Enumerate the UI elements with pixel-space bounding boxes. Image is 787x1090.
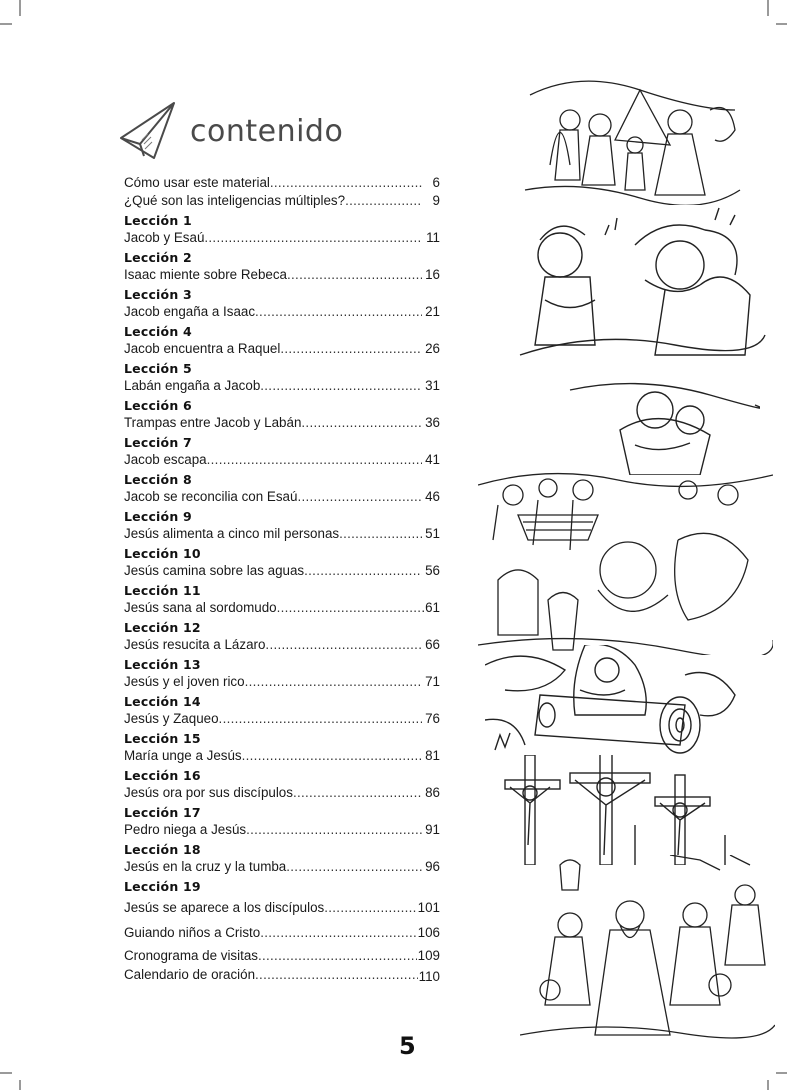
toc-entry-page: 16 <box>425 267 440 282</box>
leader-dots <box>277 599 422 617</box>
toc-entry[interactable] <box>124 303 440 321</box>
toc-entry-page: 41 <box>425 452 440 467</box>
leader-dots <box>219 710 422 728</box>
crop-mark <box>0 1072 12 1074</box>
leader-dots <box>265 636 422 654</box>
toc-entry-page: 46 <box>425 489 440 504</box>
lesson-heading: Lección 9 <box>124 509 192 524</box>
lesson-heading: Lección 8 <box>124 472 192 487</box>
toc-entry[interactable] <box>124 525 440 543</box>
toc-entry-title: ¿Qué son las inteligencias múltiples? <box>124 193 346 208</box>
leader-dots <box>245 673 422 691</box>
toc-entry-title: Jesús sana al sordomudo <box>124 600 277 615</box>
table-of-contents <box>124 174 440 984</box>
toc-entry-title: Calendario de oración <box>124 967 256 982</box>
toc-entry-title: Jacob escapa <box>124 452 207 467</box>
toc-entry-title: Isaac miente sobre Rebeca <box>124 267 288 282</box>
toc-entry-page: 109 <box>417 948 440 963</box>
toc-entry[interactable] <box>124 966 440 984</box>
toc-entry[interactable] <box>124 562 440 580</box>
leader-dots <box>204 229 422 247</box>
crop-mark <box>19 0 21 16</box>
camp-scene-illustration <box>520 70 745 205</box>
toc-entry-page: 31 <box>425 378 440 393</box>
lesson-heading: Lección 16 <box>124 768 201 783</box>
leader-dots <box>287 266 422 284</box>
disciples-scene-illustration <box>520 855 775 1040</box>
toc-entry[interactable] <box>124 945 440 966</box>
toc-entry-page: 71 <box>425 674 440 689</box>
toc-entry[interactable] <box>124 266 440 284</box>
toc-entry-page: 36 <box>425 415 440 430</box>
toc-entry-title: Jesús alimenta a cinco mil personas <box>124 526 340 541</box>
toc-entry[interactable] <box>124 858 440 876</box>
lesson-heading: Lección 18 <box>124 842 201 857</box>
crop-mark <box>767 1080 769 1090</box>
toc-entry[interactable] <box>124 174 440 192</box>
toc-entry-title: Cronograma de visitas <box>124 948 258 963</box>
toc-entry-page: 26 <box>425 341 440 356</box>
toc-entry-title: Jacob y Esaú <box>124 230 205 245</box>
crowd-scene-illustration <box>478 460 773 655</box>
lesson-heading: Lección 6 <box>124 398 192 413</box>
toc-entry[interactable] <box>124 229 440 247</box>
lesson-heading: Lección 7 <box>124 435 192 450</box>
lesson-heading: Lección 2 <box>124 250 192 265</box>
toc-entry-title: Jesús camina sobre las aguas <box>124 563 305 578</box>
page-title: contenido <box>190 113 344 149</box>
crop-mark <box>19 1080 21 1090</box>
leader-dots <box>255 303 422 321</box>
page-header <box>118 100 343 162</box>
leader-dots <box>260 922 416 943</box>
toc-entry-title: Jesús se aparece a los discípulos <box>124 900 325 915</box>
leader-dots <box>339 525 422 543</box>
lesson-heading: Lección 4 <box>124 324 192 339</box>
prayer-scene-illustration <box>485 645 745 755</box>
leader-dots <box>246 821 422 839</box>
leader-dots <box>255 966 418 984</box>
toc-entry-page: 81 <box>425 748 440 763</box>
toc-entry-page: 106 <box>417 925 440 940</box>
leader-dots <box>260 377 422 395</box>
toc-entry-page: 86 <box>425 785 440 800</box>
toc-entry-page: .61 <box>421 600 440 615</box>
toc-entry-title: Jacob engaña a Isaac <box>124 304 256 319</box>
toc-entry-page: 9 <box>432 193 440 208</box>
toc-entry-page: 21 <box>425 304 440 319</box>
leader-dots <box>280 340 422 358</box>
toc-entry[interactable] <box>124 710 440 728</box>
crop-mark <box>0 23 12 25</box>
crop-mark <box>776 1072 787 1074</box>
toc-entry-title: Jesús en la cruz y la tumba <box>124 859 287 874</box>
toc-entry[interactable] <box>124 821 440 839</box>
toc-entry-title: Cómo usar este material <box>124 175 270 190</box>
toc-entry-title: Trampas entre Jacob y Labán <box>124 415 302 430</box>
lesson-heading: Lección 14 <box>124 694 201 709</box>
lesson-heading: Lección 15 <box>124 731 201 746</box>
crucifixion-scene-illustration <box>500 755 765 865</box>
toc-entry-title: Jesús resucita a Lázaro <box>124 637 266 652</box>
lesson-heading: Lección 3 <box>124 287 192 302</box>
toc-entry-page: 76 <box>425 711 440 726</box>
toc-entry[interactable] <box>124 414 440 432</box>
leader-dots <box>297 488 422 506</box>
lesson-heading: Lección 5 <box>124 361 192 376</box>
leader-dots <box>207 451 422 469</box>
lesson-heading: Lección 17 <box>124 805 201 820</box>
toc-entry-title: María unge a Jesús <box>124 748 242 763</box>
toc-entry[interactable] <box>124 488 440 506</box>
toc-entry[interactable] <box>124 636 440 654</box>
toc-entry[interactable] <box>124 922 440 943</box>
toc-entry-title: Jacob encuentra a Raquel <box>124 341 281 356</box>
toc-entry[interactable] <box>124 899 440 917</box>
lesson-heading: Lección 10 <box>124 546 201 561</box>
toc-entry[interactable] <box>124 340 440 358</box>
page-number: 5 <box>399 1032 416 1060</box>
toc-entry[interactable] <box>124 784 440 802</box>
toc-entry-page: 56 <box>425 563 440 578</box>
toc-entry-page: 66 <box>425 637 440 652</box>
lesson-heading: Lección 13 <box>124 657 201 672</box>
toc-entry[interactable] <box>124 377 440 395</box>
leader-dots <box>293 784 422 802</box>
toc-entry-title: Labán engaña a Jacob <box>124 378 261 393</box>
lesson-heading: Lección 1 <box>124 213 192 228</box>
stew-scene-illustration <box>515 205 770 380</box>
toc-entry-title: Jesús ora por sus discípulos <box>124 785 293 800</box>
toc-entry[interactable] <box>124 673 440 691</box>
leader-dots <box>324 899 416 917</box>
leader-dots <box>270 174 422 192</box>
leader-dots <box>345 192 422 210</box>
leader-dots <box>242 747 422 765</box>
toc-entry-title: Guiando niños a Cristo <box>124 925 261 940</box>
lesson-heading: Lección 11 <box>124 583 201 598</box>
toc-entry[interactable] <box>124 599 440 617</box>
toc-entry-page: 101 <box>417 900 440 915</box>
leader-dots <box>304 562 422 580</box>
toc-entry-page: 6 <box>432 175 440 190</box>
leader-dots <box>258 945 417 966</box>
lesson-heading: Lección 12 <box>124 620 201 635</box>
lesson-heading: Lección 19 <box>124 879 201 894</box>
toc-entry-page: 96 <box>425 859 440 874</box>
toc-entry-title: Pedro niega a Jesús <box>124 822 247 837</box>
toc-entry-page: 11 <box>426 230 440 245</box>
toc-entry[interactable] <box>124 192 440 210</box>
leader-dots <box>286 858 422 876</box>
toc-entry[interactable] <box>124 451 440 469</box>
toc-entry[interactable] <box>124 747 440 765</box>
toc-entry-title: Jacob se reconcilia con Esaú <box>124 489 298 504</box>
leader-dots <box>301 414 422 432</box>
crop-mark <box>767 0 769 16</box>
toc-entry-page: 51 <box>425 526 440 541</box>
crop-mark <box>776 23 787 25</box>
toc-entry-title: Jesús y el joven rico <box>124 674 245 689</box>
toc-entry-title: Jesús y Zaqueo <box>124 711 219 726</box>
toc-entry-page: 91 <box>425 822 440 837</box>
toc-entry-page: 110 <box>418 969 440 984</box>
paper-plane-icon <box>118 100 180 162</box>
